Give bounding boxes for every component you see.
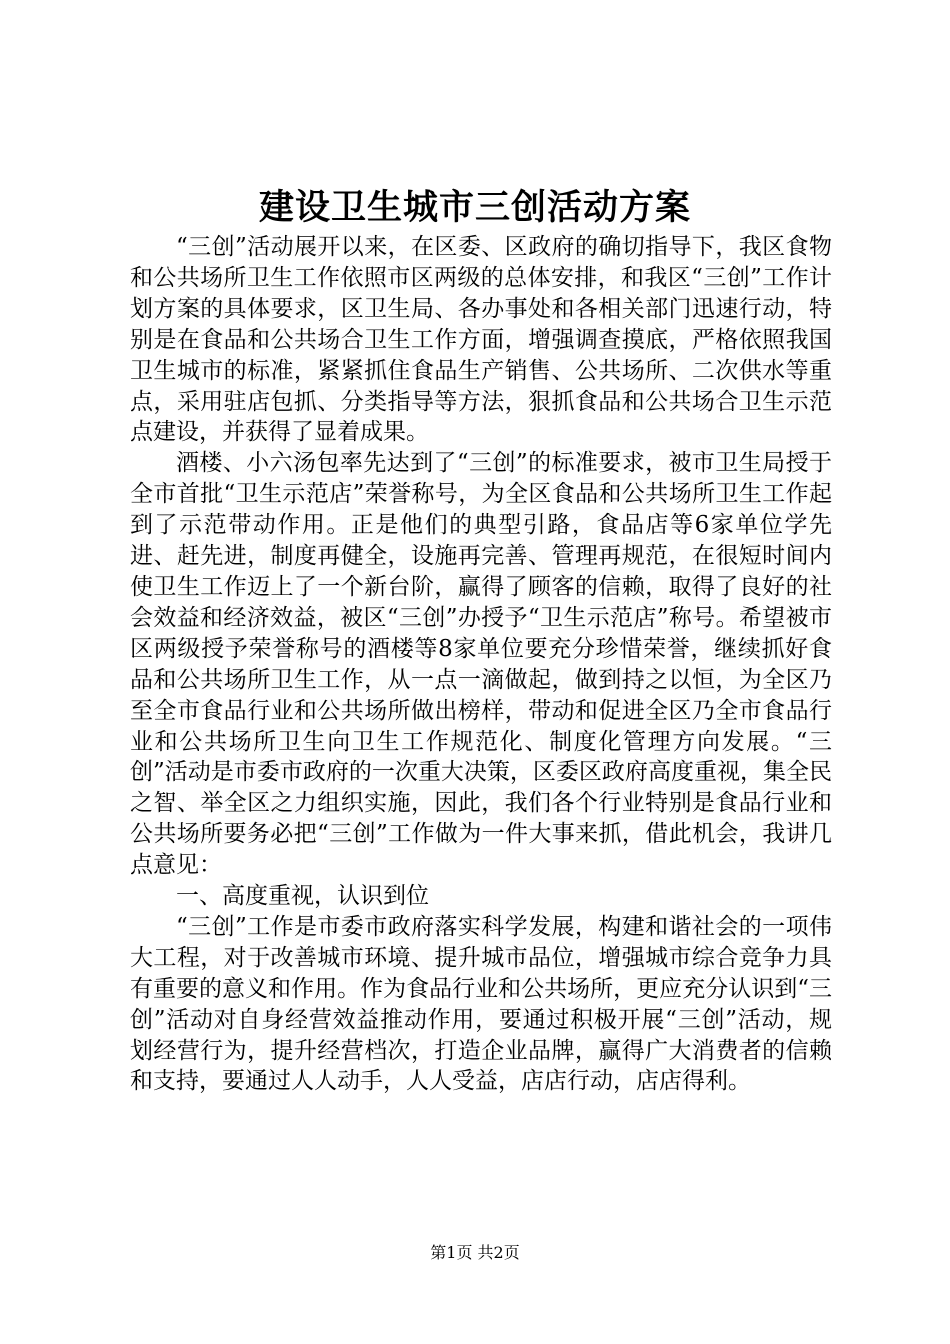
paragraph-examples: 酒楼、小六汤包率先达到了“三创”的标准要求，被市卫生局授于全市首批“卫生示范店”荣誉称号，为全区食品和公共场所卫生工作起到了示范带动作用。正是他们的典型引路，食品店等6家单位学先进、赶先进，制度再健全，设施再完善、管理再规范，在很短时间内使卫生工作迈上了一个新台阶，赢得了顾客的信赖，取得了良好的社会效益和经济效益，被区“三创”办授予“卫生示范店”称号。希望被市区两级授予荣誉称号的酒楼等8家单位要充分珍惜荣誉，继续抓好食品和公共场所卫生工作，从一点一滴做起，做到持之以恒，为全区乃至全市食品行业和公共场所做出榜样，带动和促进全区乃全市食品行业和公共场所卫生向卫生工作规范化、制度化管理方向发展。“三创”活动是市委市政府的一次重大决策，区委区政府高度重视，集全民之智、举全区之力组织实施，因此，我们各个行业特别是食品行业和公共场所要务必把“三创”工作做为一件大事来抓，借此机会，我讲几点意见：: [130, 450, 832, 879]
paragraph-section-1: “三创”工作是市委市政府落实科学发展，构建和谐社会的一项伟大工程，对于改善城市环境、提升城市品位，增强城市综合竞争力具有重要的意义和作用。作为食品行业和公共场所，更应充分认识到“三创”活动对自身经营效益推动作用，要通过积极开展“三创”活动，规划经营行为，提升经营档次，打造企业品牌，赢得广大消费者的信赖和支持，要通过人人动手，人人受益，店店行动，店店得利。: [130, 913, 832, 1095]
paragraph-intro: “三创”活动展开以来，在区委、区政府的确切指导下，我区食物和公共场所卫生工作依照市区两级的总体安排，和我区“三创”工作计划方案的具体要求，区卫生局、各办事处和各相关部门迅速行动，特别是在食品和公共场合卫生工作方面，增强调查摸底，严格依照我国卫生城市的标准，紧紧抓住食品生产销售、公共场所、二次供水等重点，采用驻店包抓、分类指导等方法，狠抓食品和公共场合卫生示范点建设，并获得了显着成果。: [130, 234, 832, 446]
document-body: [130, 232, 832, 1097]
page-footer: 第1页 共2页: [430, 1243, 520, 1262]
section-heading-1: 一、高度重视，认识到位: [176, 883, 429, 910]
document-title: 建设卫生城市三创活动方案: [258, 187, 691, 228]
